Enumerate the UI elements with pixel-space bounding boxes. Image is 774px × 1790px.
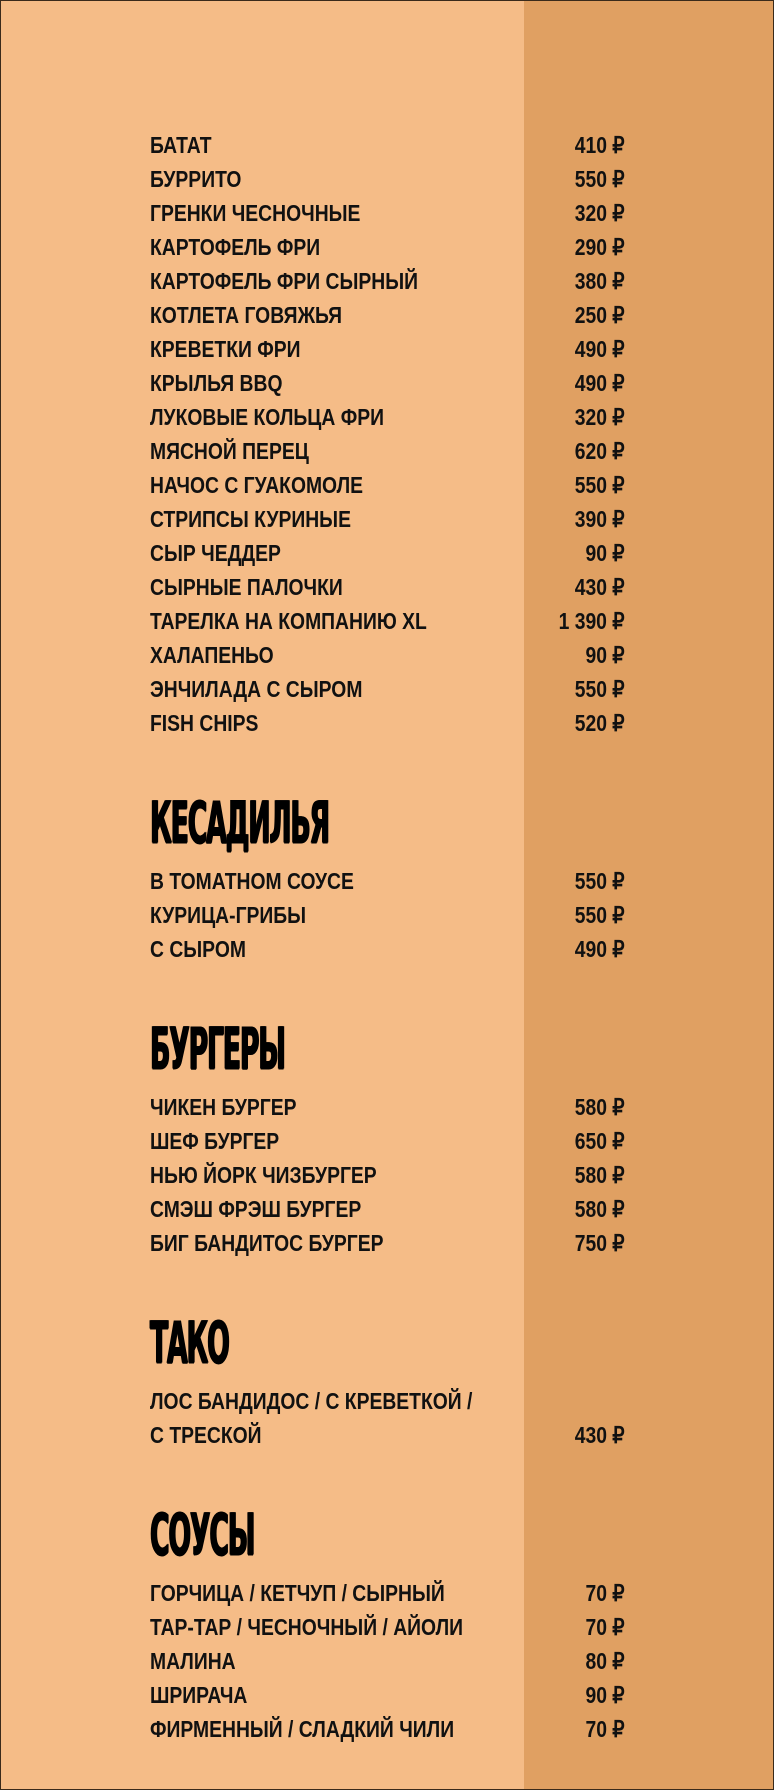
menu-item xyxy=(150,1124,625,1158)
section-title: БУРГЕРЫ xyxy=(150,1015,285,1083)
menu-item xyxy=(150,1678,625,1712)
menu-item-name: ЭНЧИЛАДА С СЫРОМ xyxy=(150,676,363,702)
menu-item-name: БАТАТ xyxy=(150,132,212,158)
menu-item-price: 620 ₽ xyxy=(574,438,625,464)
menu-item xyxy=(150,1090,625,1124)
menu-item-name: В ТОМАТНОМ СОУСЕ xyxy=(150,868,354,894)
menu-item-name: НАЧОС С ГУАКОМОЛЕ xyxy=(150,472,364,498)
menu-item-price: 90 ₽ xyxy=(585,540,625,566)
menu-item-name: МАЛИНА xyxy=(150,1648,236,1674)
menu-item-price: 650 ₽ xyxy=(574,1128,625,1154)
menu-item xyxy=(150,332,625,366)
menu-item xyxy=(150,162,625,196)
section-title: СОУСЫ xyxy=(150,1501,255,1569)
menu-item-name: КАРТОФЕЛЬ ФРИ СЫРНЫЙ xyxy=(150,268,419,294)
menu-item-name: СМЭШ ФРЭШ БУРГЕР xyxy=(150,1196,362,1222)
menu-item-name: СТРИПСЫ КУРИНЫЕ xyxy=(150,506,351,532)
menu-item-name: БИГ БАНДИТОС БУРГЕР xyxy=(150,1230,384,1256)
menu-item-name: ГОРЧИЦА / КЕТЧУП / СЫРНЫЙ xyxy=(150,1580,445,1606)
menu-item-price: 580 ₽ xyxy=(574,1196,625,1222)
menu-item xyxy=(150,1644,625,1678)
menu-item-price: 430 ₽ xyxy=(574,574,625,600)
menu-item xyxy=(150,536,625,570)
menu-item-price: 320 ₽ xyxy=(574,200,625,226)
menu-item-price: 550 ₽ xyxy=(574,676,625,702)
menu-item-price: 520 ₽ xyxy=(574,710,625,736)
menu-item-price: 580 ₽ xyxy=(574,1094,625,1120)
menu-item-name: КАРТОФЕЛЬ ФРИ xyxy=(150,234,321,260)
menu-item-name: ШЕФ БУРГЕР xyxy=(150,1128,280,1154)
menu-item-price: 750 ₽ xyxy=(574,1230,625,1256)
menu-item-name: FISH CHIPS xyxy=(150,710,259,736)
menu-item-name-line: С ТРЕСКОЙ xyxy=(150,1422,262,1448)
menu-item xyxy=(150,128,625,162)
menu-item xyxy=(150,502,625,536)
menu-item-name: ТАРЕЛКА НА КОМПАНИЮ XL xyxy=(150,608,427,634)
menu-item xyxy=(150,1576,625,1610)
menu-item-name: КРЕВЕТКИ ФРИ xyxy=(150,336,301,362)
menu-item xyxy=(150,264,625,298)
menu-item-price: 550 ₽ xyxy=(574,166,625,192)
menu-item-price: 550 ₽ xyxy=(574,902,625,928)
menu-item-name: ФИРМЕННЫЙ / СЛАДКИЙ ЧИЛИ xyxy=(150,1716,455,1742)
menu-item-price: 90 ₽ xyxy=(585,642,625,668)
menu-item xyxy=(150,638,625,672)
menu-item-price: 70 ₽ xyxy=(585,1614,625,1640)
menu-item-name: КУРИЦА-ГРИБЫ xyxy=(150,902,307,928)
menu-item-price: 70 ₽ xyxy=(585,1716,625,1742)
menu-item xyxy=(150,932,625,966)
menu-item-name: СЫРНЫЕ ПАЛОЧКИ xyxy=(150,574,343,600)
menu-item-price: 90 ₽ xyxy=(585,1682,625,1708)
menu-item-name: ТАР-ТАР / ЧЕСНОЧНЫЙ / АЙОЛИ xyxy=(150,1614,464,1640)
menu-item-price: 550 ₽ xyxy=(574,868,625,894)
menu-item xyxy=(150,468,625,502)
menu-item xyxy=(150,1226,625,1260)
menu-item-name-line: ЛОС БАНДИДОС / С КРЕВЕТКОЙ / xyxy=(150,1388,473,1414)
menu-item-name: КОТЛЕТА ГОВЯЖЬЯ xyxy=(150,302,343,328)
menu-item-price: 430 ₽ xyxy=(574,1422,625,1448)
menu-item-name: ШРИРАЧА xyxy=(150,1682,248,1708)
menu-item-name: БУРРИТО xyxy=(150,166,242,192)
section-title: КЕСАДИЛЬЯ xyxy=(150,789,329,857)
menu-item-price: 410 ₽ xyxy=(574,132,625,158)
menu-item-name: ХАЛАПЕНЬО xyxy=(150,642,274,668)
menu-item-name: СЫР ЧЕДДЕР xyxy=(150,540,281,566)
menu-item-name: КРЫЛЬЯ BBQ xyxy=(150,370,283,396)
menu-item-price: 390 ₽ xyxy=(574,506,625,532)
menu-item xyxy=(150,1712,625,1746)
menu-item xyxy=(150,1384,625,1452)
menu-item-name: С СЫРОМ xyxy=(150,936,246,962)
menu-item xyxy=(150,604,625,638)
menu-item-price: 250 ₽ xyxy=(574,302,625,328)
menu-item-price: 580 ₽ xyxy=(574,1162,625,1188)
menu-item xyxy=(150,672,625,706)
menu-item-price: 70 ₽ xyxy=(585,1580,625,1606)
menu-item xyxy=(150,434,625,468)
menu-list xyxy=(150,128,625,1746)
menu-item xyxy=(150,706,625,740)
menu-item xyxy=(150,1192,625,1226)
menu-item-name: ЧИКЕН БУРГЕР xyxy=(150,1094,297,1120)
section-title: ТАКО xyxy=(150,1309,229,1377)
menu-item xyxy=(150,196,625,230)
menu-item-name: МЯСНОЙ ПЕРЕЦ xyxy=(150,438,309,464)
menu-item xyxy=(150,898,625,932)
menu-item-price: 290 ₽ xyxy=(574,234,625,260)
menu-item-price: 380 ₽ xyxy=(574,268,625,294)
menu-item xyxy=(150,1158,625,1192)
menu-item-price: 550 ₽ xyxy=(574,472,625,498)
menu-item xyxy=(150,864,625,898)
menu-item-name: ЛУКОВЫЕ КОЛЬЦА ФРИ xyxy=(150,404,384,430)
menu-item-price: 490 ₽ xyxy=(574,336,625,362)
menu-item-price: 490 ₽ xyxy=(574,370,625,396)
menu-item-name: ГРЕНКИ ЧЕСНОЧНЫЕ xyxy=(150,200,361,226)
menu-item-name xyxy=(150,1384,472,1452)
menu-item-name: НЬЮ ЙОРК ЧИЗБУРГЕР xyxy=(150,1162,377,1188)
menu-item-price: 1 390 ₽ xyxy=(558,608,625,634)
menu-item xyxy=(150,366,625,400)
menu-item xyxy=(150,230,625,264)
menu-item-price: 320 ₽ xyxy=(574,404,625,430)
menu-item xyxy=(150,298,625,332)
menu-item xyxy=(150,1610,625,1644)
menu-item-price: 490 ₽ xyxy=(574,936,625,962)
menu-item-price: 80 ₽ xyxy=(585,1648,625,1674)
menu-item xyxy=(150,400,625,434)
menu-item xyxy=(150,570,625,604)
